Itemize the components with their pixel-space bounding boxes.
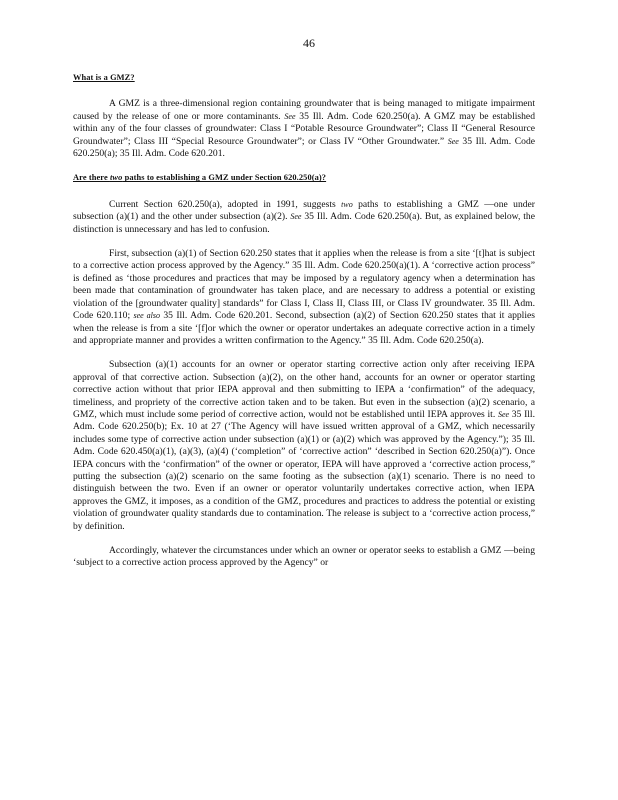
- text-run: Current Section 620.250(a), adopted in 1991, suggests: [109, 198, 342, 210]
- paragraph-two-paths: [73, 199, 535, 236]
- citation-signal: See: [447, 136, 459, 146]
- citation-signal: See: [290, 212, 302, 222]
- paragraph-gmz-definition: [73, 98, 535, 160]
- text-run: 35 Ill. Adm. Code 620.250(a). A GMZ may be established within any of the four classes of groundwater: Class I “Potable Resource Groundwater”; Class II “General Resource Groundwater”; Class III “Special Resource Groundwater”; or Class IV “Other Groundwater.”: [73, 110, 535, 147]
- heading-text: paths to establishing a GMZ under Section 620.250(a)?: [122, 173, 327, 183]
- citation-signal: See: [284, 111, 296, 121]
- document-body: [73, 72, 535, 582]
- emphasis: two: [341, 199, 353, 209]
- text-run: 35 Ill. Adm. Code 620.250(a); 35 Ill. Adm. Code 620.201.: [73, 135, 535, 160]
- text-run: 35 Ill. Adm. Code 620.250(a). But, as explained below, the distinction is unnecessary and has led to confusion.: [73, 211, 535, 235]
- text-run: 35 Ill. Adm. Code 620.250(b); Ex. 10 at 27 (‘The Agency will have issued written approval of a GMZ, which necessarily includes some type of corrective action under subsection (a)(1) or (a)(2) which was approved by the Agency.”); 35 Ill. Adm. Code 620.450(a)(1), (a)(3), (a)(4) (‘completion” of ‘corrective action” ‘described in Section 620.250(a)”). Once IEPA concurs with the ‘confirmation” of the owner or operator, IEPA will have approved a ‘corrective action process,” putting the subsection (a)(2) scenario on the same footing as the subsection (a)(1) scenario. There is no need to distinguish between the two. Even if an owner or operator voluntarily undertakes corrective action, when IEPA approves the GMZ, it imposes, as a condition of the GMZ, procedures and practices to address the potential or existing violation of groundwater quality standards due to contamination. The release is subject to a ‘corrective action process,” by definition.: [73, 408, 535, 532]
- citation-signal: see also: [133, 311, 160, 321]
- citation-signal: See: [497, 409, 510, 419]
- paragraph-subsection-accounts: [73, 359, 535, 533]
- section-heading-what-is-gmz: [73, 72, 535, 84]
- text-run: First, subsection (a)(1) of Section 620.250 states that it applies when the release is from a site ‘[t]hat is subject to a corrective action process approved by the Agency.” 35 Ill. Adm. Code 620.250(a)(1). A ‘corrective action process” is defined as ‘those procedures and practices that may be imposed by a regulatory agency when a determination has been made that contamination of groundwater has taken place, and are necessary to address a potential or existing violation of the [groundwater quality] standards” for Class I, Class II, Class III, or Class IV groundwater. 35 Ill. Adm. Code 620.110;: [73, 248, 535, 322]
- heading-text: Are there: [73, 173, 110, 183]
- paragraph-accordingly: [73, 545, 535, 570]
- text-run: A GMZ is a three-dimensional region containing groundwater that is being managed to mitigate impairment caused by the release of one or more contaminants.: [73, 98, 535, 122]
- heading-text: What is a GMZ?: [73, 73, 135, 82]
- text-run: Accordingly, whatever the circumstances under which an owner or operator seeks to establish a GMZ —being ‘subject to a corrective action process approved by the Agency” or: [73, 545, 535, 569]
- paragraph-subsection-a1-a2: [73, 248, 535, 347]
- heading-emphasis: two: [109, 173, 123, 183]
- text-run: 35 Ill. Adm. Code 620.201. Second, subsection (a)(2) of Section 620.250 states that it applies when the release is from a site ‘[f]or which the owner or operator undertakes an adequate corrective action in a timely and appropriate manner and provides a written confirmation to the Agency.” 35 Ill. Adm. Code 620.250(a).: [73, 310, 535, 346]
- text-run: Subsection (a)(1) accounts for an owner or operator starting corrective action only after receiving IEPA approval of that corrective action. Subsection (a)(2), on the other hand, accounts for an owner or operator starting corrective action without that prior IEPA approval and then submitting to IEPA a ‘confirmation” of the adequacy, timeliness, and propriety of the corrective action taken and to be taken. But even in the subsection (a)(2) scenario, a GMZ, which must include some period of corrective action, would not be established until IEPA approves it.: [73, 359, 535, 420]
- section-heading-two-paths: [73, 172, 535, 184]
- page-number: 46: [303, 36, 315, 50]
- text-run: paths to establishing a GMZ —one under subsection (a)(1) and the other under subsection (a)(2).: [73, 198, 536, 223]
